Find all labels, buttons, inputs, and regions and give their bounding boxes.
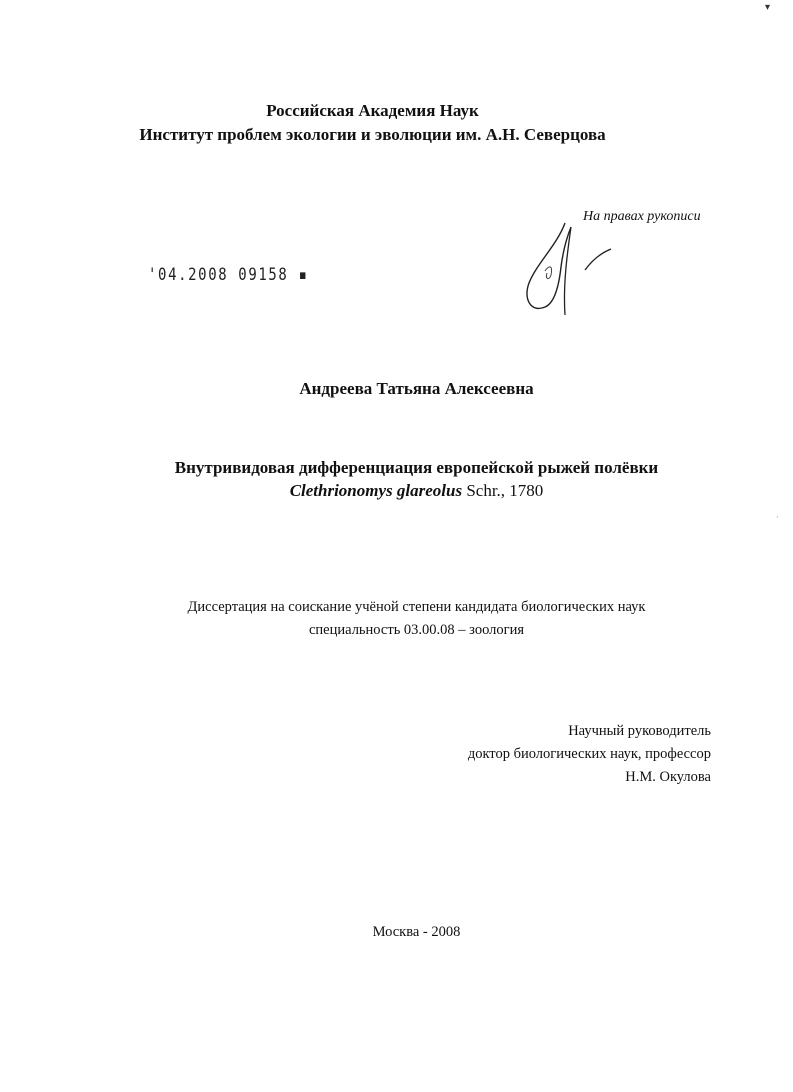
- dissertation-title: Внутривидовая дифференциация европейской рыжей полёвки: [174, 458, 659, 477]
- supervisor-degree: доктор биологических наук, профессор: [467, 746, 711, 762]
- scan-speck: ·: [776, 513, 779, 522]
- institute-name: Институт проблем экологии и эволюции им. А.Н. Северцова: [139, 125, 606, 144]
- species-author: Schr., 1780: [462, 481, 544, 500]
- stamp-tick: ▪: [288, 265, 309, 285]
- degree-statement: Диссертация на соискание учёной степени кандидата биологических наук: [187, 599, 646, 615]
- supervisor-name: Н.М. Окулова: [625, 769, 711, 785]
- signature-stroke-4: [585, 249, 611, 270]
- organization-name: Российская Академия Наук: [266, 101, 479, 120]
- species-line: [20, 481, 793, 501]
- species-latin-name: Clethrionomys glareolus: [289, 481, 463, 500]
- registration-stamp: [148, 265, 309, 285]
- stamp-number: 04.2008 09158: [158, 265, 289, 285]
- scan-mark: ▾: [765, 2, 771, 13]
- handwritten-signature: [515, 215, 625, 325]
- city-year: Москва - 2008: [372, 924, 461, 940]
- signature-stroke-2: [564, 227, 571, 315]
- supervisor-label: Научный руководитель: [568, 723, 711, 739]
- signature-stroke-3: [545, 267, 552, 279]
- specialty-line: специальность 03.00.08 – зоология: [308, 622, 524, 638]
- stamp-mark: ': [148, 265, 159, 285]
- author-name: Андреева Татьяна Алексеевна: [299, 379, 534, 398]
- manuscript-rights-note: На правах рукописи: [583, 209, 701, 224]
